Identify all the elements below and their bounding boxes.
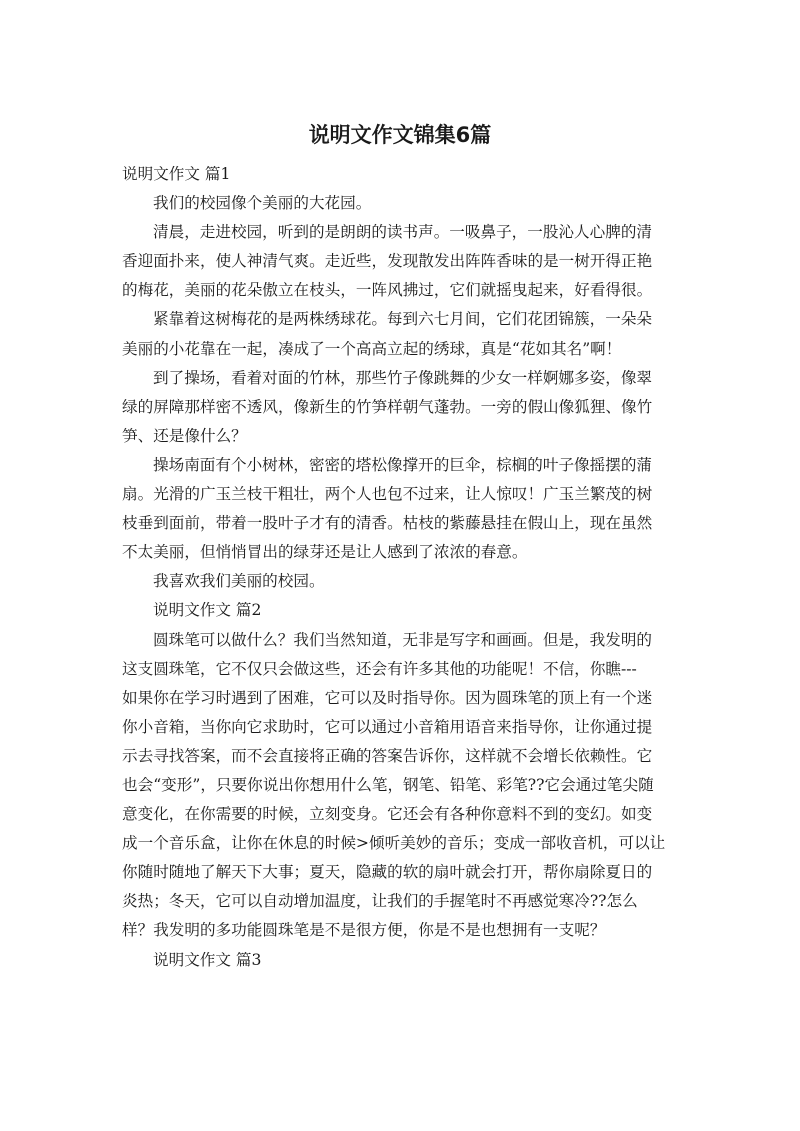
text-line: 美丽的小花靠在一起，凑成了一个高高立起的绣球，真是“花如其名”啊！: [122, 339, 622, 358]
text-line: 香迎面扑来，使人神清气爽。走近些，发现散发出阵阵香味的是一树开得正艳: [122, 252, 653, 271]
text-line: 你随时随地了解天下大事；夏天，隐藏的软的扇叶就会打开，帮你扇除夏日的: [122, 863, 653, 882]
text-line: 圆珠笔可以做什么？我们当然知道，无非是写字和画画。但是，我发明的: [153, 630, 653, 649]
text-line: 的梅花，美丽的花朵傲立在枝头，一阵风拂过，它们就摇曳起来，好看得很。: [122, 281, 653, 300]
text-line: 也会“变形”，只要你说出你想用什么笔，钢笔、铅笔、彩笔??它会通过笔尖随: [122, 775, 654, 794]
text-line: 清晨，走进校园，听到的是朗朗的读书声。一吸鼻子，一股沁人心脾的清: [153, 223, 653, 242]
text-line: 样？我发明的多功能圆珠笔是不是很方便，你是不是也想拥有一支呢？: [122, 921, 606, 940]
text-line: 紧靠着这树梅花的是两株绣球花。每到六七月间，它们花团锦簇，一朵朵: [153, 310, 653, 329]
text-line: 炎热；冬天，它可以自动增加温度，让我们的手握笔时不再感觉寒冷??怎么: [122, 892, 638, 911]
text-line: 笋、还是像什么？: [122, 426, 247, 445]
text-line: 如果你在学习时遇到了困难，它可以及时指导你。因为圆珠笔的顶上有一个迷: [122, 688, 653, 707]
document-body: [122, 160, 678, 975]
section-heading: 说明文作文 篇2: [153, 601, 262, 620]
text-line: 我喜欢我们美丽的校园。: [153, 572, 325, 591]
text-line: 示去寻找答案，而不会直接将正确的答案告诉你，这样就不会增长依赖性。它: [122, 746, 653, 765]
text-line: 不太美丽，但悄悄冒出的绿芽还是让人感到了浓浓的春意。: [122, 543, 528, 562]
text-line: 枝垂到面前，带着一股叶子才有的清香。枯枝的紫藤悬挂在假山上，现在虽然: [122, 514, 653, 533]
text-line: 操场南面有个小树林，密密的塔松像撑开的巨伞，棕榈的叶子像摇摆的蒲: [153, 455, 653, 474]
text-line: 绿的屏障那样密不透风，像新生的竹笋样朝气蓬勃。一旁的假山像狐狸、像竹: [122, 397, 653, 416]
text-line: 扇。光滑的广玉兰枝干粗壮，两个人也包不过来，让人惊叹！广玉兰繁茂的树: [122, 485, 653, 504]
section-heading: 说明文作文 篇3: [153, 950, 262, 969]
text-line: 我们的校园像个美丽的大花园。: [153, 194, 372, 213]
section-heading: 说明文作文 篇1: [122, 165, 231, 183]
text-line: 意变化，在你需要的时候，立刻变身。它还会有各种你意料不到的变幻。如变: [122, 805, 653, 824]
text-line: 这支圆珠笔，它不仅只会做这些，还会有许多其他的功能呢！不信，你瞧---: [122, 659, 637, 678]
text-line: 到了操场，看着对面的竹林，那些竹子像跳舞的少女一样婀娜多姿，像翠: [153, 368, 653, 387]
text-line: 你小音箱，当你向它求助时，它可以通过小音箱用语音来指导你，让你通过提: [122, 717, 653, 736]
document-title: 说明文作文锦集6篇: [308, 123, 492, 147]
text-line: 成一个音乐盒，让你在休息的时候>倾听美妙的音乐；变成一部收音机，可以让: [122, 834, 666, 853]
